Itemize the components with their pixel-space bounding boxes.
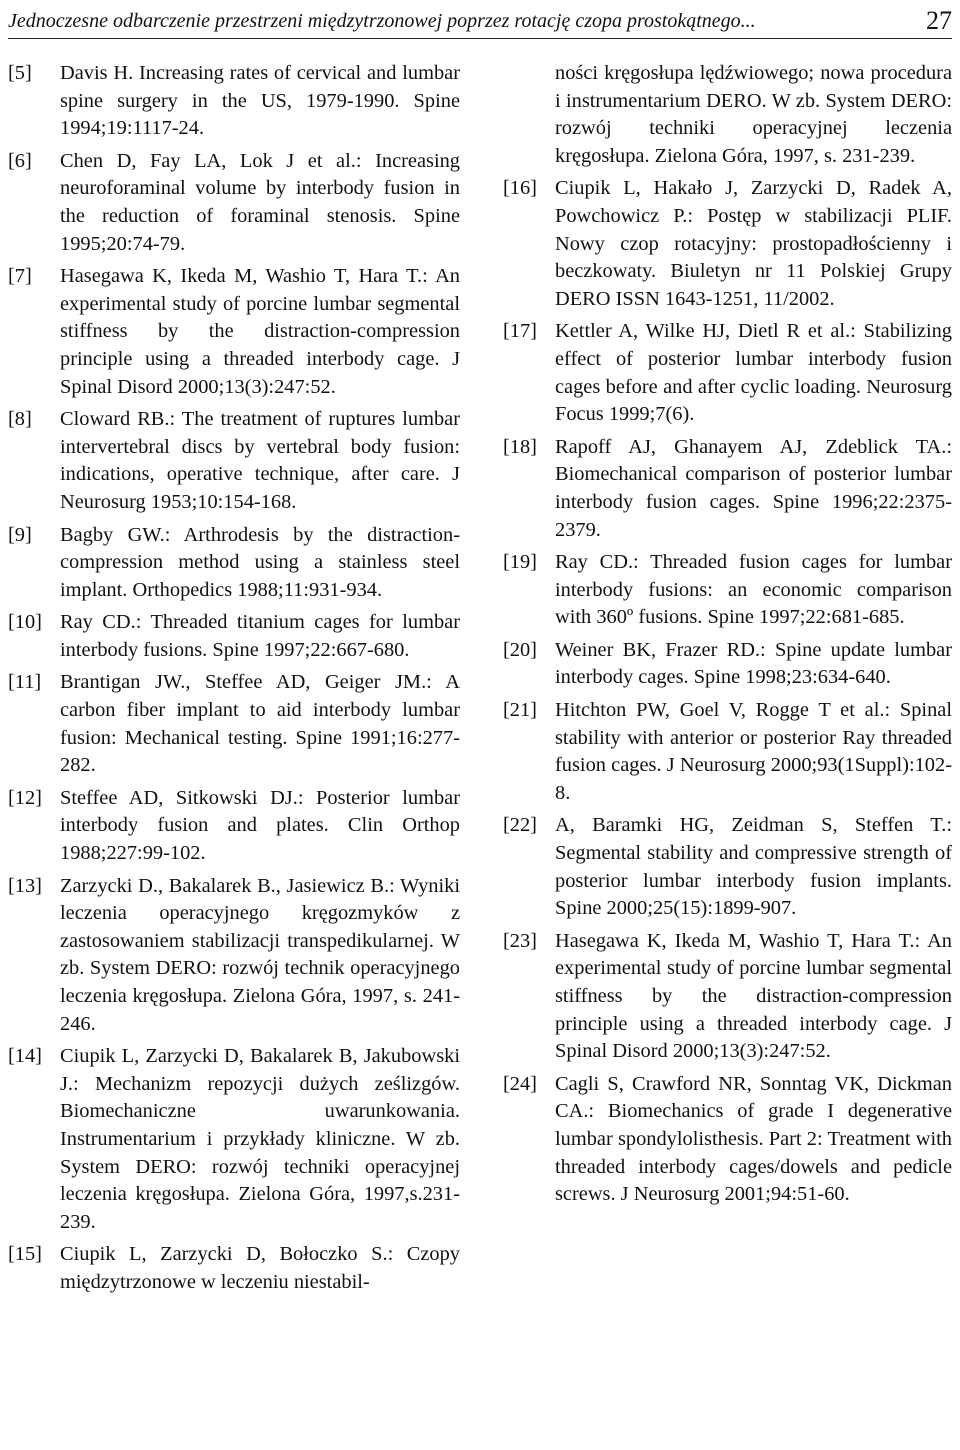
reference-number: [7]	[8, 265, 32, 288]
reference-entry	[8, 1241, 460, 1296]
reference-number: [13]	[8, 874, 42, 897]
reference-text: Rapoff AJ, Ghanayem AJ, Zdeblick TA.: Biomechanical comparison of posterior lumbar interbody fusion cages. Spine 1996;22:2375-2379.	[555, 435, 952, 541]
reference-text: Kettler A, Wilke HJ, Dietl R et al.: Stabilizing effect of posterior lumbar interbody fusion cages before and after cyclic loading. Neurosurg Focus 1999;7(6).	[555, 320, 952, 426]
running-header	[8, 4, 952, 39]
reference-number: [23]	[503, 929, 537, 952]
reference-entry	[8, 873, 460, 1039]
reference-entry	[503, 637, 952, 692]
reference-text: Ciupik L, Zarzycki D, Bakalarek B, Jakubowski J.: Mechanizm repozycji dużych ześlizgów. Biomechaniczne uwarunkowania. Instrumentarium i przykłady kliniczne. W zb. System DERO: rozwój techniki operacyjnej leczenia kręgosłupa. Zielona Góra, 1997,s.231-239.	[60, 1045, 460, 1233]
reference-number: [8]	[8, 408, 32, 431]
reference-number: [11]	[8, 671, 42, 694]
reference-text: A, Baramki HG, Zeidman S, Steffen T.: Segmental stability and compressive strength of posterior lumbar interbody fusion implants. Spine 2000;25(15):1899-907.	[555, 814, 952, 920]
reference-text: Ciupik L, Hakało J, Zarzycki D, Radek A, Powchowicz P.: Postęp w stabilizacji PLIF. Nowy czop rotacyjny: prostopadłościenny i beczkowaty. Biuletyn nr 11 Polskiej Grupy DERO ISSN 1643-1251, 11/2002.	[555, 177, 952, 310]
reference-text: Weiner BK, Frazer RD.: Spine update lumbar interbody cages. Spine 1998;23:634-640.	[555, 638, 952, 689]
reference-entry	[8, 785, 460, 868]
reference-text: Davis H. Increasing rates of cervical and lumbar spine surgery in the US, 1979-1990. Spine 1994;19:1117-24.	[60, 62, 460, 140]
reference-number: [21]	[503, 699, 537, 722]
reference-entry	[503, 549, 952, 632]
reference-entry	[503, 318, 952, 428]
reference-number: [12]	[8, 786, 42, 809]
reference-number: [20]	[503, 638, 537, 661]
reference-text: Ciupik L, Zarzycki D, Bołoczko S.: Czopy międzytrzonowe w leczeniu niestabil-	[60, 1243, 460, 1293]
reference-text: Ray CD.: Threaded fusion cages for lumbar interbody fusions: an economic comparison with 360º fusions. Spine 1997;22:681-685.	[555, 551, 952, 629]
reference-entry	[8, 148, 460, 258]
reference-entry	[8, 522, 460, 605]
reference-number: [22]	[503, 814, 537, 837]
reference-entry	[8, 60, 460, 143]
reference-entry	[503, 812, 952, 922]
reference-entry	[503, 697, 952, 807]
reference-text: Cagli S, Crawford NR, Sonntag VK, Dickman CA.: Biomechanics of grade I degenerative lumbar spondylolisthesis. Part 2: Treatment with threaded interbody cages/dowels and pedicle screws. J Neurosurg 2001;94:51-60.	[555, 1072, 952, 1206]
reference-continuation: ności kręgosłupa lędźwiowego; nowa procedura i instrumentarium DERO. W zb. System DERO: rozwój techniki operacyjnej leczenia kręgosłupa. Zielona Góra, 1997, s. 231-239.	[555, 62, 952, 167]
reference-number: [19]	[503, 551, 537, 574]
reference-number: [16]	[503, 177, 537, 200]
references-right-column	[503, 60, 952, 1214]
reference-number: [17]	[503, 320, 537, 343]
reference-text: Steffee AD, Sitkowski DJ.: Posterior lumbar interbody fusion and plates. Clin Orthop 1988;227:99-102.	[60, 786, 460, 865]
reference-text: Zarzycki D., Bakalarek B., Jasiewicz B.: Wyniki leczenia operacyjnego kręgozmyków z zastosowaniem stabilizacji transpedikularnej. W zb. System DERO: rozwój technik operacyjnego leczenia kręgosłupa. Zielona Góra, 1997, s. 241-246.	[60, 874, 460, 1035]
reference-text: Chen D, Fay LA, Lok J et al.: Increasing neuroforaminal volume by interbody fusion in the reduction of foraminal stenosis. Spine 1995;20:74-79.	[60, 149, 460, 255]
running-header-title: Jednoczesne odbarczenie przestrzeni międzytrzonowej poprzez rotację czopa prostokątnego...	[8, 9, 756, 32]
reference-text: Brantigan JW., Steffee AD, Geiger JM.: A carbon fiber implant to aid interbody lumbar fusion: Mechanical testing. Spine 1991;16:277-282.	[60, 671, 460, 777]
reference-text: Cloward RB.: The treatment of ruptures lumbar intervertebral discs by vertebral body fusion: indications, operative technique, after care. J Neurosurg 1953;10:154-168.	[60, 408, 460, 513]
reference-text: Ray CD.: Threaded titanium cages for lumbar interbody fusions. Spine 1997;22:667-680.	[60, 611, 460, 661]
reference-entry	[503, 928, 952, 1066]
reference-text: Hasegawa K, Ikeda M, Washio T, Hara T.: An experimental study of porcine lumbar segmental stiffness by the distraction-compression principle using a threaded interbody cage. J Spinal Disord 2000;13(3):247:52.	[60, 265, 460, 398]
reference-number: [18]	[503, 435, 537, 458]
reference-entry	[503, 434, 952, 544]
references-left-column	[8, 60, 460, 1302]
reference-number: [14]	[8, 1045, 42, 1068]
reference-text: Hasegawa K, Ikeda M, Washio T, Hara T.: An experimental study of porcine lumbar segmental stiffness by the distraction-compression principle using a threaded interbody cage. J Spinal Disord 2000;13(3):247:52.	[555, 929, 952, 1063]
reference-entry	[503, 175, 952, 313]
reference-entry	[8, 263, 460, 401]
reference-number: [15]	[8, 1243, 42, 1266]
reference-entry	[8, 609, 460, 664]
reference-entry	[8, 669, 460, 779]
reference-number: [6]	[8, 149, 32, 172]
reference-number: [10]	[8, 611, 42, 634]
reference-number: [9]	[8, 523, 32, 546]
reference-entry	[503, 1071, 952, 1209]
page-number: 27	[926, 6, 952, 35]
reference-entry	[8, 406, 460, 516]
reference-text: Hitchton PW, Goel V, Rogge T et al.: Spinal stability with anterior or posterior Ray threaded fusion cages. J Neurosurg 2000;93(1Suppl):102-8.	[555, 699, 952, 804]
reference-text: Bagby GW.: Arthrodesis by the distraction-compression method using a stainless steel implant. Orthopedics 1988;11:931-934.	[60, 523, 460, 601]
reference-number: [5]	[8, 62, 32, 84]
reference-number: [24]	[503, 1072, 537, 1095]
reference-entry	[8, 1043, 460, 1236]
